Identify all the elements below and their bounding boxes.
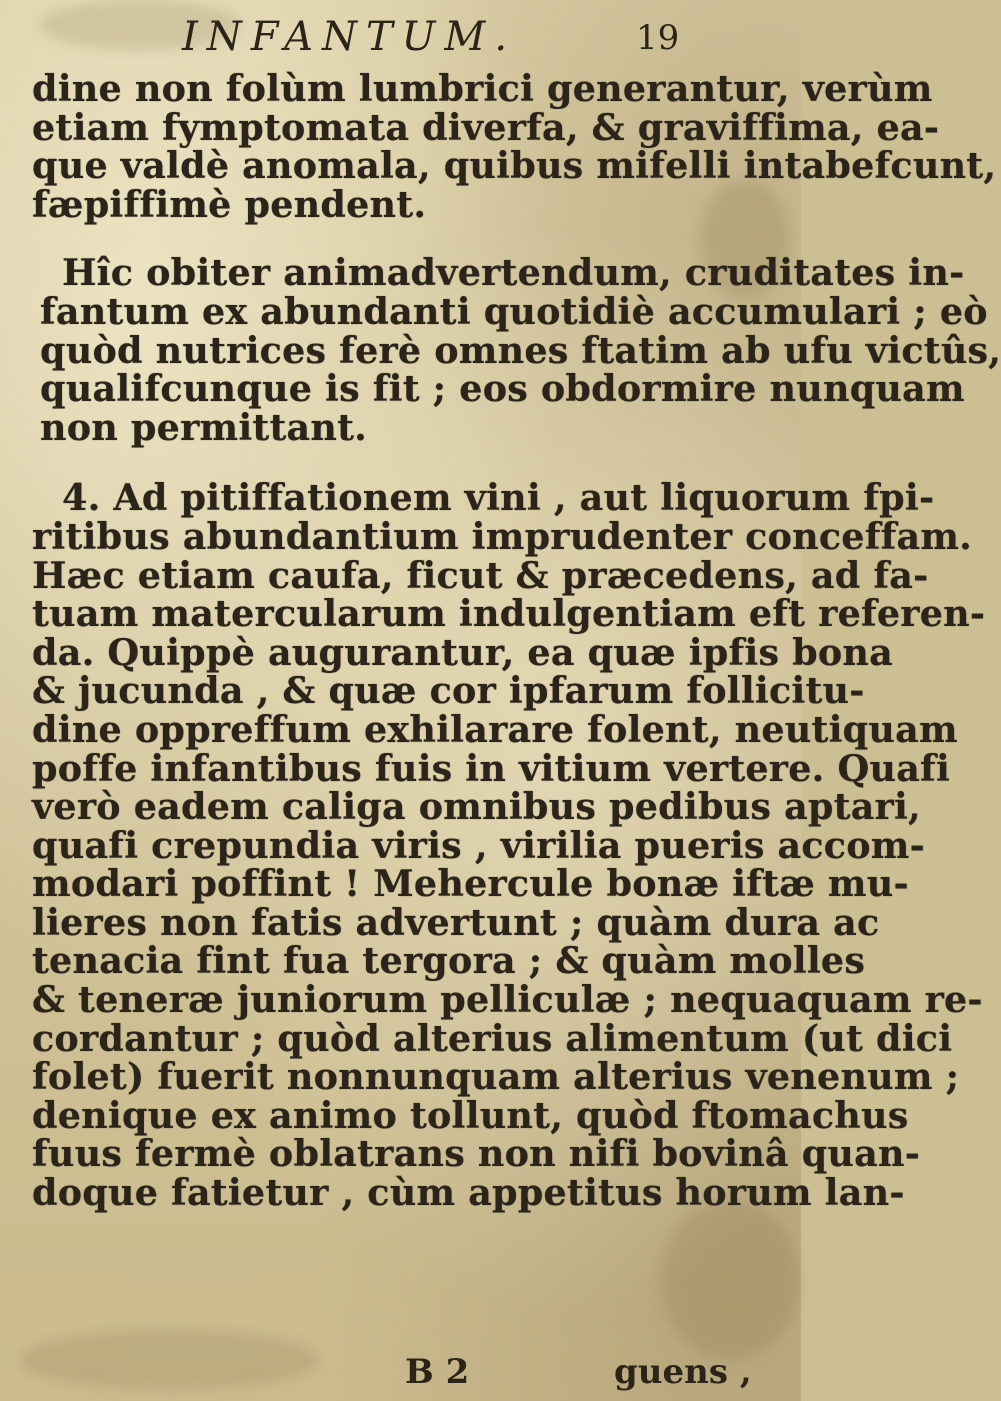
paragraph-3 bbox=[32, 476, 986, 1215]
text-line: fuus fermè oblatrans non nifi bovinâ quan- bbox=[32, 1132, 921, 1176]
text-line: que valdè anomala, quibus mifelli intabefcunt, bbox=[32, 144, 997, 188]
text-line: 4. Ad pitiffationem vini , aut liquorum fpi- bbox=[62, 476, 935, 520]
text-line: dine oppreffum exhilarare folent, neutiquam bbox=[32, 707, 958, 751]
text-line: qualifcunque is fit ; eos obdormire nunquam bbox=[40, 367, 965, 411]
text-line: verò eadem caliga omnibus pedibus aptari, bbox=[32, 785, 921, 829]
text-line: Hîc obiter animadvertendum, cruditates in- bbox=[62, 251, 965, 295]
text-line: ritibus abundantium imprudenter conceffam. bbox=[32, 514, 973, 558]
text-line: & jucunda , & quæ cor ipfarum follicitu- bbox=[32, 669, 865, 713]
text-line: non permittant. bbox=[40, 405, 368, 449]
text-line: quafi crepundia viris , virilia pueris accom- bbox=[32, 823, 925, 867]
text-line: Hæc etiam caufa, ficut & præcedens, ad fa- bbox=[32, 553, 929, 597]
paragraph-gap bbox=[32, 224, 792, 254]
running-head: INFANTUM. bbox=[182, 14, 517, 60]
text-line: folet) fuerit nonnunquam alterius venenum ; bbox=[32, 1055, 960, 1099]
text-line: fæpiffimè pendent. bbox=[32, 182, 427, 226]
text-column bbox=[32, 8, 1001, 1215]
text-line: fantum ex abundanti quotidiè accumulari ; eò bbox=[40, 289, 988, 333]
text-line: modari poffint ! Mehercule bonæ iftæ mu- bbox=[32, 862, 909, 906]
paragraph-1 bbox=[32, 67, 997, 226]
text-line: tuam matercularum indulgentiam eft referen- bbox=[32, 592, 986, 636]
page-number: 19 bbox=[636, 18, 680, 58]
text-line: etiam fymptomata diverfa, & graviffima, ea- bbox=[32, 105, 940, 149]
catchword: guens , bbox=[614, 1352, 752, 1392]
text-line: doque fatietur , cùm appetitus horum lan- bbox=[32, 1171, 905, 1215]
text-line: cordantur ; quòd alterius alimentum (ut dici bbox=[32, 1016, 953, 1060]
signature-mark: B 2 bbox=[405, 1352, 470, 1392]
text-line: da. Quippè augurantur, ea quæ ipfis bona bbox=[32, 630, 894, 674]
paragraph-gap bbox=[32, 447, 792, 479]
text-line: quòd nutrices ferè omnes ftatim ab ufu victûs, bbox=[40, 328, 1001, 372]
text-line: tenacia fint fua tergora ; & quàm molles bbox=[32, 939, 866, 983]
text-line: lieres non fatis advertunt ; quàm dura ac bbox=[32, 900, 880, 944]
page-header bbox=[32, 8, 792, 70]
paper-stain bbox=[20, 1330, 320, 1390]
text-line: poffe infantibus fuis in vitium vertere. Quafi bbox=[32, 746, 951, 790]
paper-stain bbox=[660, 1200, 800, 1360]
text-line: dine non folùm lumbrici generantur, verùm bbox=[32, 67, 933, 110]
paragraph-2 bbox=[32, 251, 1001, 449]
text-line: denique ex animo tollunt, quòd ftomachus bbox=[32, 1093, 909, 1137]
text-line: & teneræ juniorum pelliculæ ; nequaquam re- bbox=[32, 978, 983, 1022]
